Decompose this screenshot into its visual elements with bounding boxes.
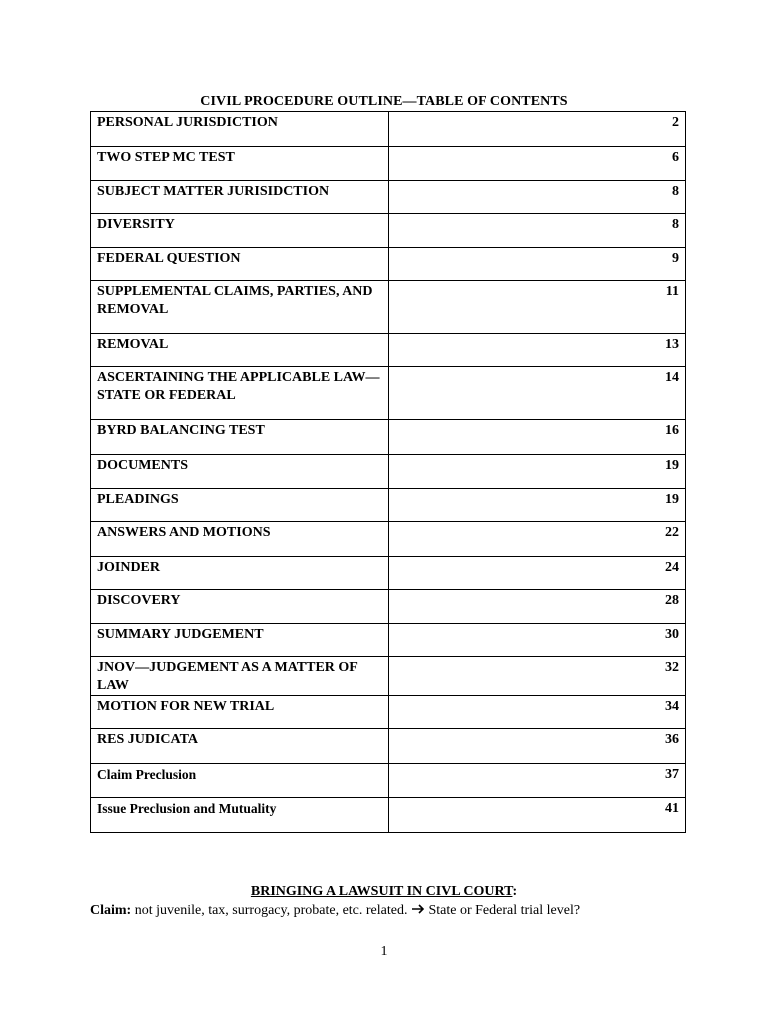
claim-label: Claim: bbox=[90, 903, 132, 918]
toc-topic: BYRD BALANCING TEST bbox=[91, 420, 389, 455]
table-row bbox=[91, 420, 686, 455]
section-heading-text: BRINGING A LAWSUIT IN CIVL COURT bbox=[250, 884, 513, 899]
toc-topic: ASCERTAINING THE APPLICABLE LAW—STATE OR FEDERAL bbox=[91, 367, 389, 420]
toc-page-number: 8 bbox=[389, 214, 686, 248]
toc-topic: SUMMARY JUDGEMENT bbox=[91, 624, 389, 657]
toc-page-number: 28 bbox=[389, 590, 686, 624]
toc-topic: DOCUMENTS bbox=[91, 455, 389, 489]
table-row bbox=[91, 455, 686, 489]
table-row bbox=[91, 248, 686, 281]
table-row bbox=[91, 281, 686, 334]
right-arrow-icon bbox=[411, 903, 425, 918]
toc-topic: FEDERAL QUESTION bbox=[91, 248, 389, 281]
toc-topic: ANSWERS AND MOTIONS bbox=[91, 522, 389, 557]
toc-page-number: 9 bbox=[389, 248, 686, 281]
toc-topic: Issue Preclusion and Mutuality bbox=[91, 798, 389, 833]
table-row bbox=[91, 557, 686, 590]
table-row bbox=[91, 729, 686, 764]
toc-topic: JOINDER bbox=[91, 557, 389, 590]
toc-page-number: 30 bbox=[389, 624, 686, 657]
toc-page-number: 34 bbox=[389, 696, 686, 729]
claim-paragraph bbox=[90, 903, 580, 919]
toc-table bbox=[90, 111, 686, 833]
table-row bbox=[91, 657, 686, 696]
toc-page-number: 36 bbox=[389, 729, 686, 764]
claim-text: not juvenile, tax, surrogacy, probate, etc. related. bbox=[131, 903, 411, 918]
toc-page-number: 6 bbox=[389, 147, 686, 181]
table-row bbox=[91, 112, 686, 147]
toc-topic: MOTION FOR NEW TRIAL bbox=[91, 696, 389, 729]
toc-topic: TWO STEP MC TEST bbox=[91, 147, 389, 181]
toc-page-number: 13 bbox=[389, 334, 686, 367]
table-row bbox=[91, 696, 686, 729]
toc-title: CIVIL PROCEDURE OUTLINE—TABLE OF CONTENTS bbox=[200, 94, 568, 109]
table-row bbox=[91, 624, 686, 657]
toc-page-number: 37 bbox=[389, 764, 686, 798]
toc-page-number: 32 bbox=[389, 657, 686, 696]
toc-topic: REMOVAL bbox=[91, 334, 389, 367]
toc-topic: SUBJECT MATTER JURISIDCTION bbox=[91, 181, 389, 214]
section-heading-colon: : bbox=[512, 884, 518, 899]
toc-page-number: 8 bbox=[389, 181, 686, 214]
toc-topic: DIVERSITY bbox=[91, 214, 389, 248]
toc-topic: RES JUDICATA bbox=[91, 729, 389, 764]
toc-page-number: 2 bbox=[389, 112, 686, 147]
toc-page-number: 19 bbox=[389, 455, 686, 489]
table-row bbox=[91, 214, 686, 248]
toc-topic: PLEADINGS bbox=[91, 489, 389, 522]
toc-topic: DISCOVERY bbox=[91, 590, 389, 624]
section-heading bbox=[0, 884, 768, 900]
table-row bbox=[91, 147, 686, 181]
toc-page-number: 11 bbox=[389, 281, 686, 334]
table-row bbox=[91, 489, 686, 522]
toc-topic: JNOV—JUDGEMENT AS A MATTER OF LAW bbox=[91, 657, 389, 696]
table-row bbox=[91, 367, 686, 420]
toc-page-number: 16 bbox=[389, 420, 686, 455]
toc-topic: SUPPLEMENTAL CLAIMS, PARTIES, AND REMOVAL bbox=[91, 281, 389, 334]
table-row bbox=[91, 334, 686, 367]
toc-page-number: 41 bbox=[389, 798, 686, 833]
toc-page-number: 24 bbox=[389, 557, 686, 590]
claim-question: State or Federal trial level? bbox=[424, 903, 581, 918]
table-row bbox=[91, 522, 686, 557]
toc-topic: Claim Preclusion bbox=[91, 764, 389, 798]
toc-topic: PERSONAL JURISDICTION bbox=[91, 112, 389, 147]
toc-page-number: 22 bbox=[389, 522, 686, 557]
table-row bbox=[91, 764, 686, 798]
page-number: 1 bbox=[380, 944, 388, 959]
table-row bbox=[91, 590, 686, 624]
toc-page-number: 14 bbox=[389, 367, 686, 420]
table-row bbox=[91, 181, 686, 214]
table-row bbox=[91, 798, 686, 833]
toc-page-number: 19 bbox=[389, 489, 686, 522]
